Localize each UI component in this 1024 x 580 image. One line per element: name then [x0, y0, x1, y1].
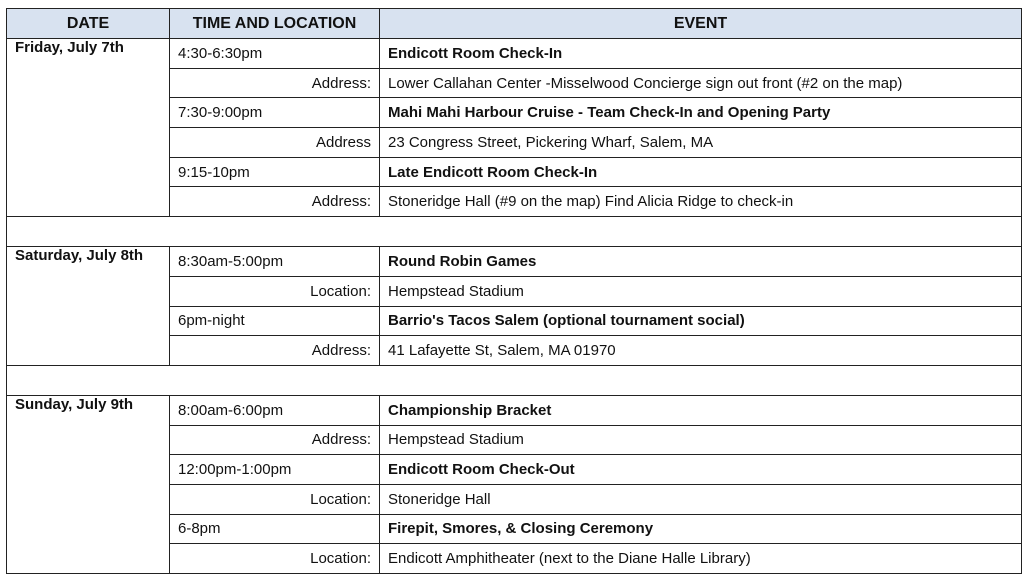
event-detail: Stoneridge Hall (#9 on the map) Find Alicia Ridge to check-in: [380, 187, 1022, 217]
time-cell: 12:00pm-1:00pm: [170, 455, 380, 485]
event-detail: Lower Callahan Center -Misselwood Concierge sign out front (#2 on the map): [380, 68, 1022, 98]
header-date: DATE: [7, 9, 170, 39]
event-detail: Hempstead Stadium: [380, 425, 1022, 455]
table-row: [7, 247, 1022, 277]
location-label: Location:: [170, 544, 380, 574]
schedule-body: [7, 39, 1022, 574]
event-name: Round Robin Games: [380, 247, 1022, 277]
location-label: Location:: [170, 276, 380, 306]
event-detail: 23 Congress Street, Pickering Wharf, Salem, MA: [380, 128, 1022, 158]
event-detail: Endicott Amphitheater (next to the Diane Halle Library): [380, 544, 1022, 574]
event-name: Barrio's Tacos Salem (optional tournament social): [380, 306, 1022, 336]
event-name: Endicott Room Check-Out: [380, 455, 1022, 485]
location-label: Location:: [170, 484, 380, 514]
time-cell: 6-8pm: [170, 514, 380, 544]
location-label: Address:: [170, 336, 380, 366]
event-name: Mahi Mahi Harbour Cruise - Team Check-In and Opening Party: [380, 98, 1022, 128]
event-name: Championship Bracket: [380, 395, 1022, 425]
event-detail: Hempstead Stadium: [380, 276, 1022, 306]
header-time-location: TIME AND LOCATION: [170, 9, 380, 39]
day-date: Saturday, July 8th: [7, 247, 170, 366]
location-label: Address:: [170, 68, 380, 98]
time-cell: 6pm-night: [170, 306, 380, 336]
table-row: [7, 39, 1022, 69]
event-detail: Stoneridge Hall: [380, 484, 1022, 514]
event-detail: 41 Lafayette St, Salem, MA 01970: [380, 336, 1022, 366]
location-label: Address:: [170, 187, 380, 217]
location-label: Address: [170, 128, 380, 158]
day-date: Sunday, July 9th: [7, 395, 170, 573]
schedule-table: [6, 8, 1022, 574]
time-cell: 4:30-6:30pm: [170, 39, 380, 69]
table-row: [7, 395, 1022, 425]
event-name: Firepit, Smores, & Closing Ceremony: [380, 514, 1022, 544]
header-row: [7, 9, 1022, 39]
time-cell: 7:30-9:00pm: [170, 98, 380, 128]
time-cell: 8:30am-5:00pm: [170, 247, 380, 277]
spacer-cell: [7, 217, 1022, 247]
event-name: Endicott Room Check-In: [380, 39, 1022, 69]
header-event: EVENT: [380, 9, 1022, 39]
event-name: Late Endicott Room Check-In: [380, 157, 1022, 187]
spacer-row: [7, 365, 1022, 395]
day-date: Friday, July 7th: [7, 39, 170, 217]
spacer-cell: [7, 365, 1022, 395]
time-cell: 9:15-10pm: [170, 157, 380, 187]
spacer-row: [7, 217, 1022, 247]
location-label: Address:: [170, 425, 380, 455]
time-cell: 8:00am-6:00pm: [170, 395, 380, 425]
